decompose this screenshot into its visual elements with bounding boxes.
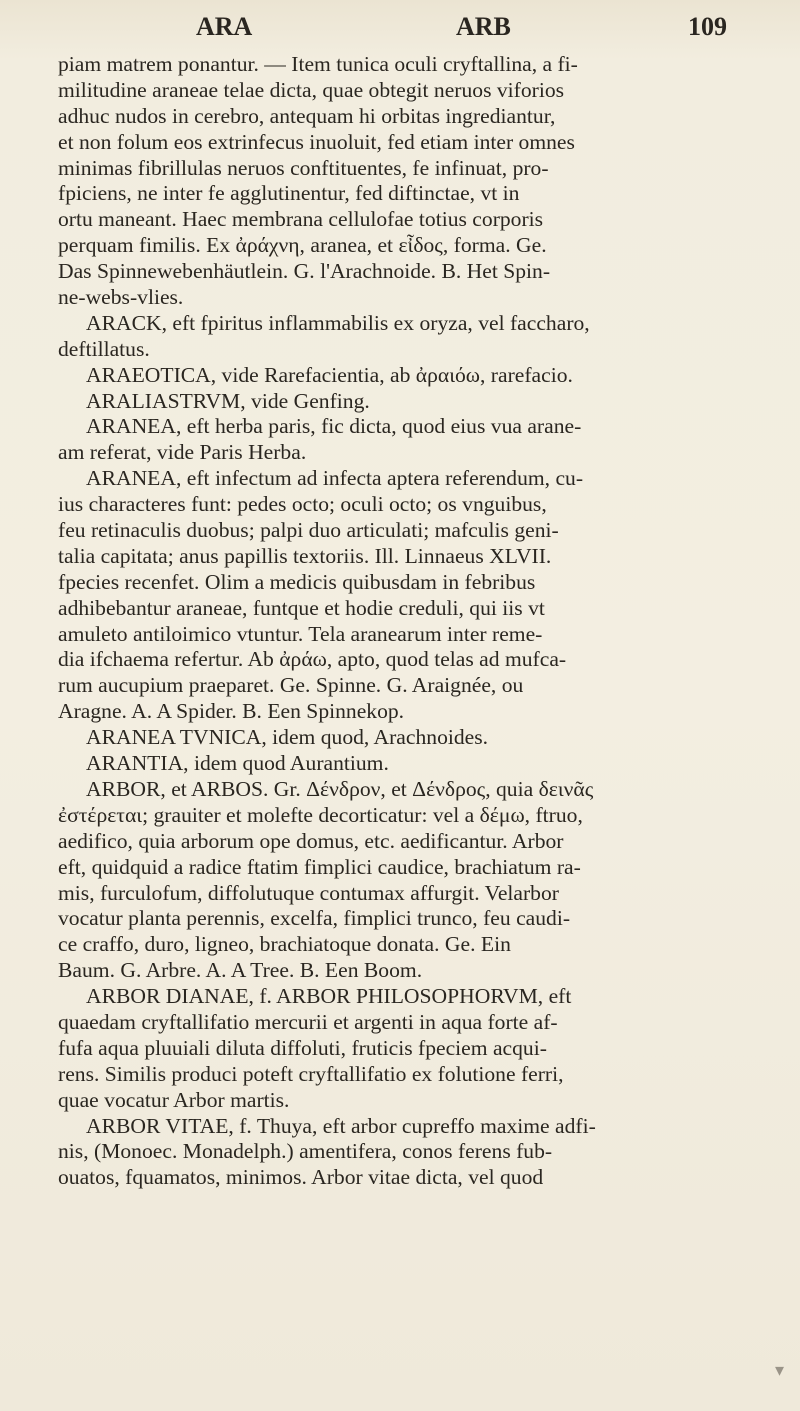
text-line: ne-webs-vlies. <box>58 285 184 310</box>
dictionary-text <box>58 52 758 1191</box>
text-line: Baum. G. Arbre. A. A Tree. B. Een Boom. <box>58 958 423 983</box>
text-line: amuleto antiloimico vtuntur. Tela aranearum inter reme- <box>58 621 543 646</box>
text-line: fpiciens, ne inter fe agglutinentur, fed diftinctae, vt in <box>58 181 520 206</box>
text-line: quaedam cryftallifatio mercurii et argenti in aqua forte af- <box>58 1009 558 1034</box>
text-line: perquam fimilis. Ex ἀράχνη, aranea, et εἶδος, forma. Ge. <box>58 233 547 258</box>
entry-heading-arbor: ARBOR, et ARBOS. Gr. Δένδρον, et Δένδρος, quia δεινᾶς <box>86 776 594 801</box>
text-line: adhuc nudos in cerebro, antequam hi orbitas ingrediantur, <box>58 103 556 128</box>
text-line: ius characteres funt: pedes octo; oculi octo; os vnguibus, <box>58 492 547 517</box>
text-line: deftillatus. <box>58 336 150 361</box>
text-line: nis, (Monoec. Monadelph.) amentifera, conos ferens fub- <box>58 1139 553 1164</box>
text-line: ortu maneant. Haec membrana cellulofae totius corporis <box>58 207 544 232</box>
right-head: ARB <box>456 12 511 41</box>
entry-heading-aranea-insectum: ARANEA, eft infectum ad infecta aptera referendum, cu- <box>86 466 584 491</box>
text-line: fufa aqua pluuiali diluta diffoluti, fruticis fpeciem acqui- <box>58 1035 547 1060</box>
entry-heading-araeotica: ARAEOTICA, vide Rarefacientia, ab ἀραιόω, rarefacio. <box>86 362 573 387</box>
text-line: Das Spinnewebenhäutlein. G. l'Arachnoide. B. Het Spin- <box>58 259 551 284</box>
text-line: ἐστέρεται; grauiter et molefte decorticatur: vel a δέμω, ftruo, <box>58 802 583 827</box>
text-line: piam matrem ponantur. — Item tunica oculi cryftallina, a fi- <box>58 52 578 76</box>
text-line: adhibebantur araneae, funtque et hodie creduli, qui iis vt <box>58 595 545 620</box>
entry-heading-aranea-tunica: ARANEA TVNICA, idem quod, Arachnoides. <box>86 725 489 750</box>
running-header <box>0 8 800 46</box>
text-line: talia capitata; anus papillis textoriis. Ill. Linnaeus XLVII. <box>58 543 552 568</box>
text-line: ce craffo, duro, ligneo, brachiatoque donata. Ge. Ein <box>58 932 511 957</box>
text-line: quae vocatur Arbor martis. <box>58 1087 290 1112</box>
entry-heading-araliastrum: ARALIASTRVM, vide Genfing. <box>86 388 370 413</box>
text-line: dia ifchaema refertur. Ab ἀράω, apto, quod telas ad mufca- <box>58 647 567 672</box>
entry-heading-arantia: ARANTIA, idem quod Aurantium. <box>86 751 389 776</box>
text-line: militudine araneae telae dicta, quae obtegit neruos viforios <box>58 77 565 102</box>
text-line: ouatos, fquamatos, minimos. Arbor vitae dicta, vel quod <box>58 1165 544 1190</box>
entry-heading-arack: ARACK, eft fpiritus inflammabilis ex oryza, vel faccharo, <box>86 310 590 335</box>
text-line: rum aucupium praeparet. Ge. Spinne. G. Araignée, ou <box>58 673 524 698</box>
text-line: et non folum eos extrinfecus inuoluit, fed etiam inter omnes <box>58 129 575 154</box>
text-line: vocatur planta perennis, excelfa, fimplici trunco, feu caudi- <box>58 906 571 931</box>
left-head: ARA <box>196 12 253 41</box>
page-number: 109 <box>688 12 727 41</box>
text-line: am referat, vide Paris Herba. <box>58 440 307 465</box>
entry-heading-arbor-vitae: ARBOR VITAE, f. Thuya, eft arbor cupreffo maxime adfi- <box>86 1113 596 1138</box>
text-line: eft, quidquid a radice ftatim fimplici caudice, brachiatum ra- <box>58 854 581 879</box>
page-edge-mark: ▾ <box>775 1360 785 1381</box>
text-line: rens. Similis produci poteft cryftallifatio ex folutione ferri, <box>58 1061 564 1086</box>
text-line: fpecies recenfet. Olim a medicis quibusdam in febribus <box>58 569 536 594</box>
text-line: aedifico, quia arborum ope domus, etc. aedificantur. Arbor <box>58 828 564 853</box>
entry-heading-arbor-dianae: ARBOR DIANAE, f. ARBOR PHILOSOPHORVM, eft <box>86 984 572 1009</box>
text-line: Aragne. A. A Spider. B. Een Spinnekop. <box>58 699 405 724</box>
text-line: mis, furculofum, diffolutuque contumax affurgit. Velarbor <box>58 880 559 905</box>
entry-heading-aranea-herba: ARANEA, eft herba paris, fic dicta, quod eius vua arane- <box>86 414 582 439</box>
text-line: feu retinaculis duobus; palpi duo articulati; mafculis geni- <box>58 518 559 543</box>
text-line: minimas fibrillulas neruos conftituentes, fe infinuat, pro- <box>58 155 549 180</box>
